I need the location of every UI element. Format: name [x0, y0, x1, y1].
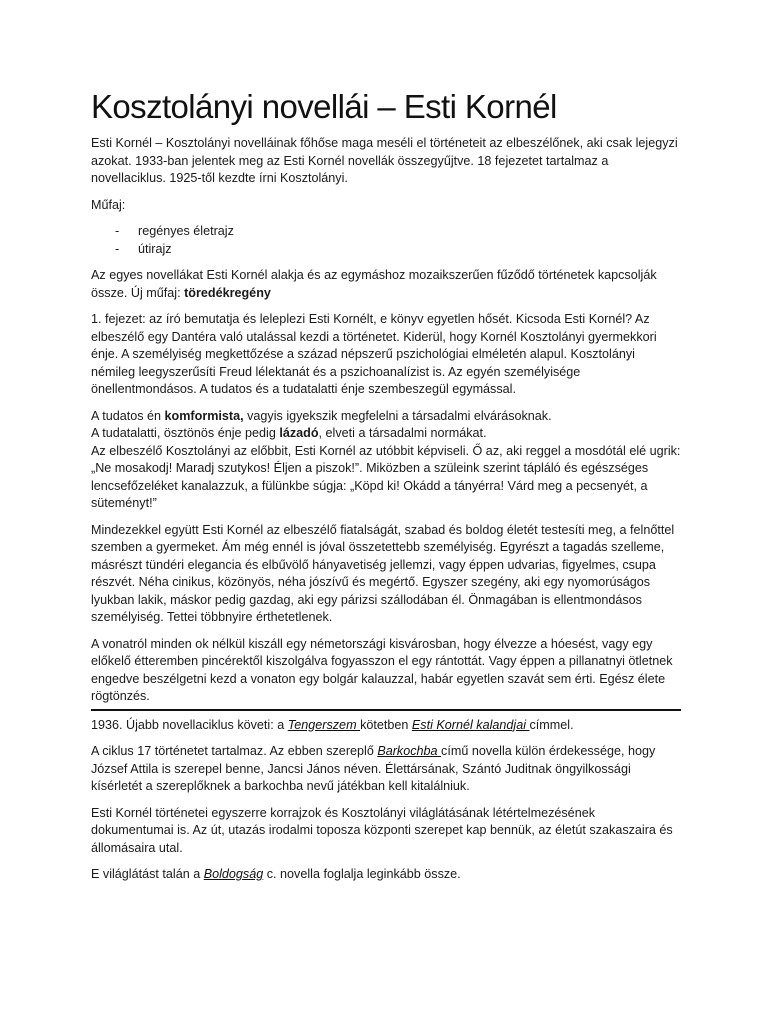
tengerszem-link[interactable]: Tengerszem [287, 717, 361, 732]
intro-paragraph: Esti Kornél – Kosztolányi novelláinak főhőse maga meséli el történeteit az elbeszélőnek, aki csak lejegyzi azokat. 1933-ban jelentek meg az Esti Kornél novellák összegyűjtve. 18 fejezetet tartalmaz a novellaciklus. 1925-től kezdte írni Kosztolányi. [91, 136, 678, 185]
barkochba-link[interactable]: Barkochba [377, 744, 442, 758]
genre-term: töredékregény [184, 285, 271, 300]
esti-kornel-kalandjai-link[interactable]: Esti Kornél kalandjai [411, 717, 530, 732]
page-title: Kosztolányi novellái – Esti Kornél [91, 88, 557, 125]
youth-paragraph: Mindezekkel együtt Esti Kornél az elbeszélő fiatalságát, szabad és boldog életét testesíti meg, a felnőttel szemben a gyermeket. Ám még ennél is jóval összetettebb személyiség. Egyrészt a tagadás szelleme, másrészt tündéri elegancia és elbűvölő hányavetiség jellemzi, vagy éppen udvarias, figyelmes, csupa részvét. Néha cinikus, közönyös, néha jószívű és megértő. Egyszer szegény, aki egy nyomorúságos lyukban lakik, máskor pedig gazdag, aki egy párizsi szállodában él. Önmagában is ellentmondásos személyiség. Tettei többnyire érthetetlenek. [91, 522, 675, 624]
list-item: - útirajz [91, 241, 681, 259]
cycle-17-paragraph: A ciklus 17 történetet tartalmaz. Az ebben szereplő Barkochba című novella külön érdekessége, hogy József Attila is szerepel benne, Jancsi János néven. Élettársának, Szántó Juditnak öngyilkossági kísérletét a szereplőknek a barkochba nevű játékban kell kitalálniuk. [91, 744, 656, 793]
boldogsag-link[interactable]: Boldogság [203, 867, 264, 881]
list-dash: - [115, 241, 120, 256]
train-paragraph: A vonatról minden ok nélkül kiszáll egy németországi kisvárosban, hogy élvezze a hóesést, vagy egy előkelő étteremben pincérektől kiszolgálva fogyasszon el egy rántottát. Vagy éppen a pillanatnyi ötletnek engedve beszélgetni kezd a vonaton egy bolgár kalauzzal, habár egyetlen szavát sem érti. Egész élete rögtönzés. [91, 636, 673, 703]
chapter1-paragraph: 1. fejezet: az író bemutatja és leleplezi Esti Kornélt, e könyv egyetlen hősét. Kicsoda Esti Kornél? Az elbeszélő egy Dantéra való utalással kezdi a történetet. Kiderül, hogy Kornél Kosztolányi gyermekkori énje. A személyiség megkettőzése a század népszerű pszichológiai elméletén alapul. Kosztolányi némileg leegyszerűsíti Freud lélektanát és a pszichoanalízist is. Az egyén személyisége önellentmondásos. A tudatos és a tudatalatti énje szembeszegül egymással. [91, 312, 657, 396]
cycle-1936-paragraph: 1936. Újabb novellaciklus követi: a Tengerszem kötetben Esti Kornél kalandjai címmel. [91, 717, 574, 732]
genre-list [91, 223, 681, 258]
list-dash: - [115, 224, 120, 238]
list-item: - regényes életrajz [91, 223, 681, 241]
conscious-paragraph: A tudatos én komformista, vagyis igyekszik megfelelni a társadalmi elvárásoknak. A tudatalatti, ösztönös énje pedig lázadó, elveti a társadalmi normákat. Az elbeszélő Kosztolányi az előbbit, Esti Kornél az utóbbit képviseli. Ő az, aki reggel a mosdótál elé ugrik: „Ne mosakodj! Maradj szutykos! Éljen a piszok!”. Miközben a szüleink szerint tápláló és egészséges lencsefőzeléket kanalazzuk, a fülünkbe súgja: „Köpd ki! Okádd a tányérra! Várd meg a pecsenyét, a süteményt!” [91, 408, 681, 510]
genre-label: Műfaj: [91, 197, 126, 212]
happiness-paragraph: E világlátást talán a Boldogság c. novella foglalja leginkább össze. [91, 867, 461, 881]
document-body [91, 86, 681, 893]
worldview-paragraph: Esti Kornél történetei egyszerre korrajzok és Kosztolányi világlátásának létértelmezésének dokumentumai is. Az út, utazás irodalmi toposza központi szerepet kap bennük, az életút szakaszaira és állomásaira utal. [91, 805, 673, 855]
frame-paragraph: Az egyes novellákat Esti Kornél alakja és az egymáshoz mozaikszerűen fűződő történetek kapcsolják össze. Új műfaj: töredékregény [91, 268, 657, 300]
section-divider [91, 636, 681, 711]
